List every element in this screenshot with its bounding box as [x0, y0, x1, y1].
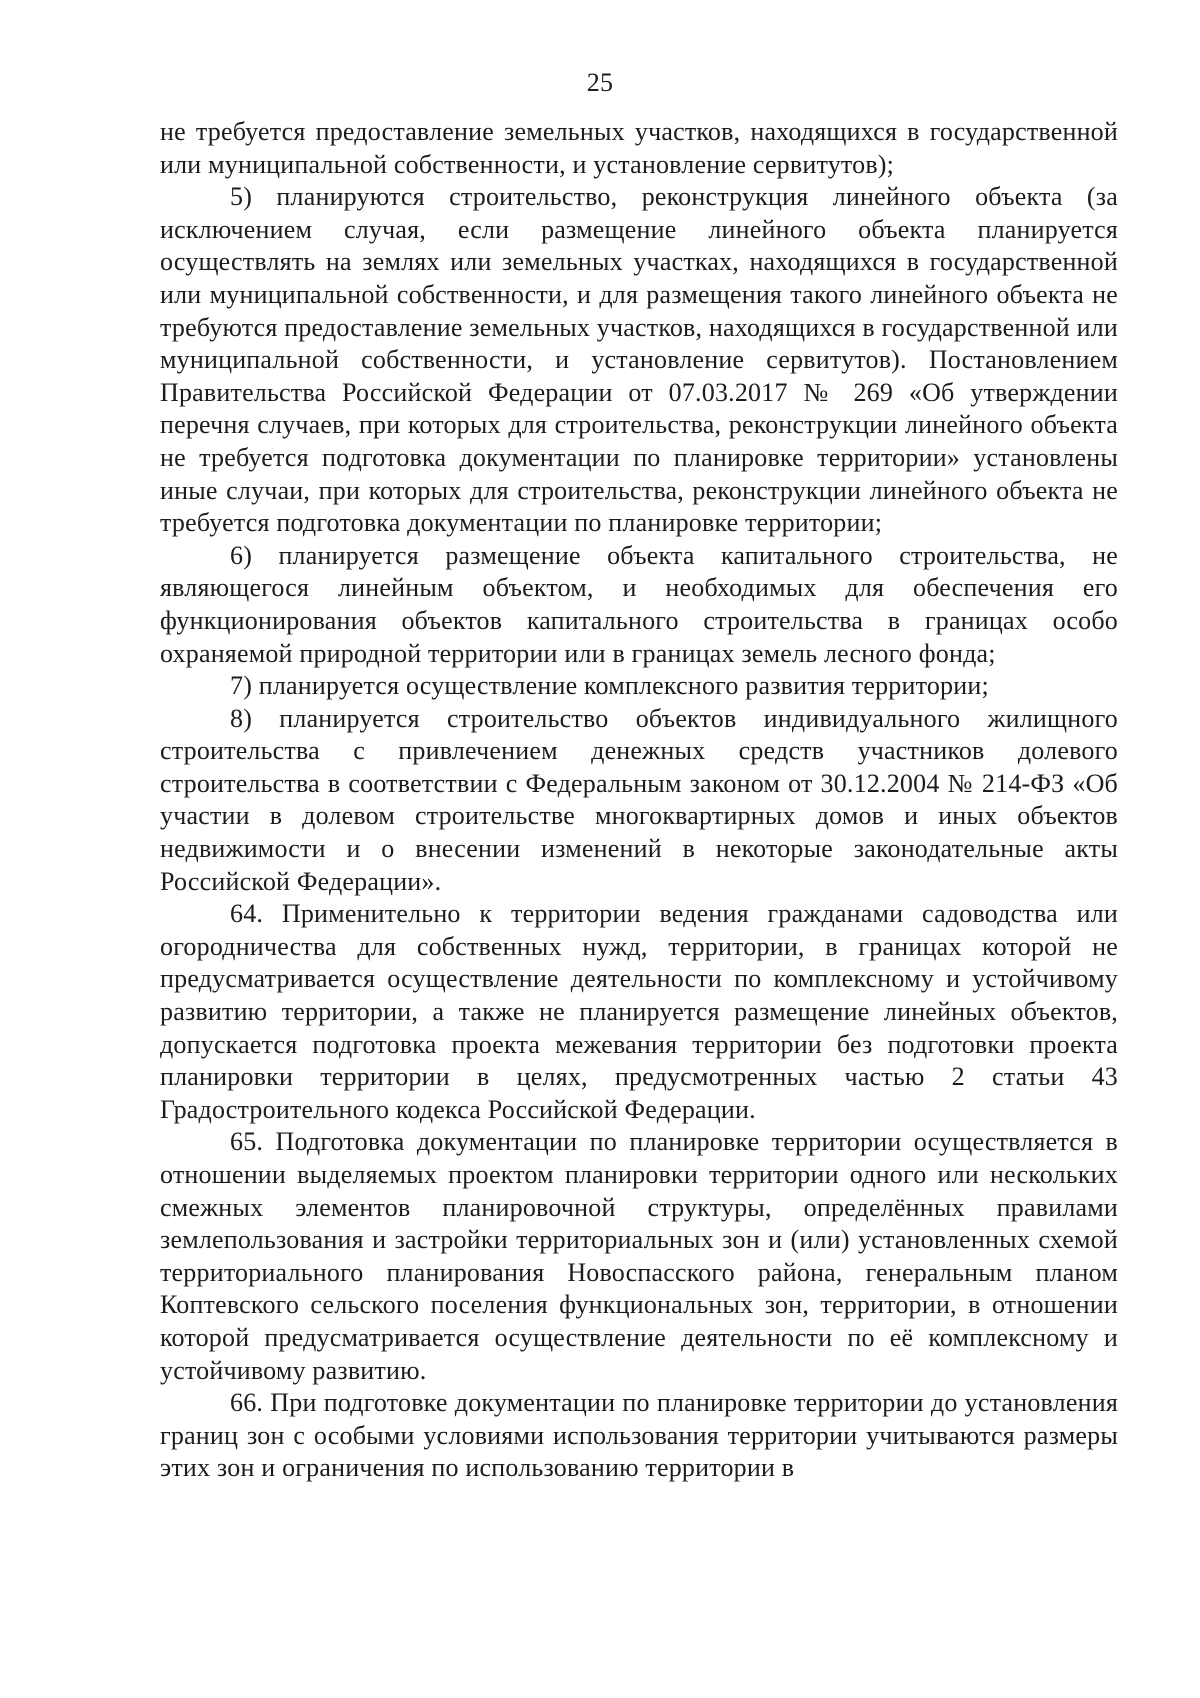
document-body: [160, 116, 1118, 1485]
paragraph-item-7: 7) планируется осуществление комплексного развития территории;: [230, 671, 989, 701]
paragraph-item-5: 5) планируются строительство, реконструкция линейного объекта (за исключением случая, если размещение линейного объекта планируется осуществлять на землях или земельных участках, находящихся в государственной или муниципальной собственности, и для размещения такого линейного объекта не требуются предоставление земельных участков, находящихся в государственной или муниципальной собственности, и установление сервитутов). Постановлением Правительства Российской Федерации от 07.03.2017 № 269 «Об утверждении перечня случаев, при которых для строительства, реконструкции линейного объекта не требуется подготовка документации по планировке территории» установлены иные случаи, при которых для строительства, реконструкции линейного объекта не требуется подготовка документации по планировке территории;: [160, 182, 1118, 538]
paragraph-65: 65. Подготовка документации по планировке территории осуществляется в отношении выделяемых проектом планировки территории одного или нескольких смежных элементов планировочной структуры, определённых правилами землепользования и застройки территориальных зон и (или) установленных схемой территориального планирования Новоспасского района, генеральным планом Коптевского сельского поселения функциональных зон, территории, в отношении которой предусматривается осуществление деятельности по её комплексному и устойчивому развитию.: [160, 1127, 1118, 1385]
paragraph-item-6: 6) планируется размещение объекта капитального строительства, не являющегося линейным объектом, и необходимых для обеспечения его функционирования объектов капитального строительства в границах особо охраняемой природной территории или в границах земель лесного фонда;: [160, 540, 1118, 668]
paragraph-item-8: 8) планируется строительство объектов индивидуального жилищного строительства с привлечением денежных средств участников долевого строительства в соответствии с Федеральным законом от 30.12.2004 № 214-ФЗ «Об участии в долевом строительстве многоквартирных домов и иных объектов недвижимости и о внесении изменений в некоторые законодательные акты Российской Федерации».: [160, 703, 1118, 896]
paragraph-66: 66. При подготовке документации по планировке территории до установления границ зон с особыми условиями использования территории учитываются размеры этих зон и ограничения по использованию территории в: [160, 1388, 1118, 1483]
paragraph-64: 64. Применительно к территории ведения гражданами садоводства или огородничества для собственных нужд, территории, в границах которой не предусматривается осуществление деятельности по комплексному и устойчивому развитию территории, а также не планируется размещение линейных объектов, допускается подготовка проекта межевания территории без подготовки проекта планировки территории в целях, предусмотренных частью 2 статьи 43 Градостроительного кодекса Российской Федерации.: [160, 899, 1118, 1124]
paragraph-continuation: не требуется предоставление земельных участков, находящихся в государственной или муниципальной собственности, и установление сервитутов);: [160, 117, 1118, 179]
page-number: 25: [586, 68, 614, 97]
